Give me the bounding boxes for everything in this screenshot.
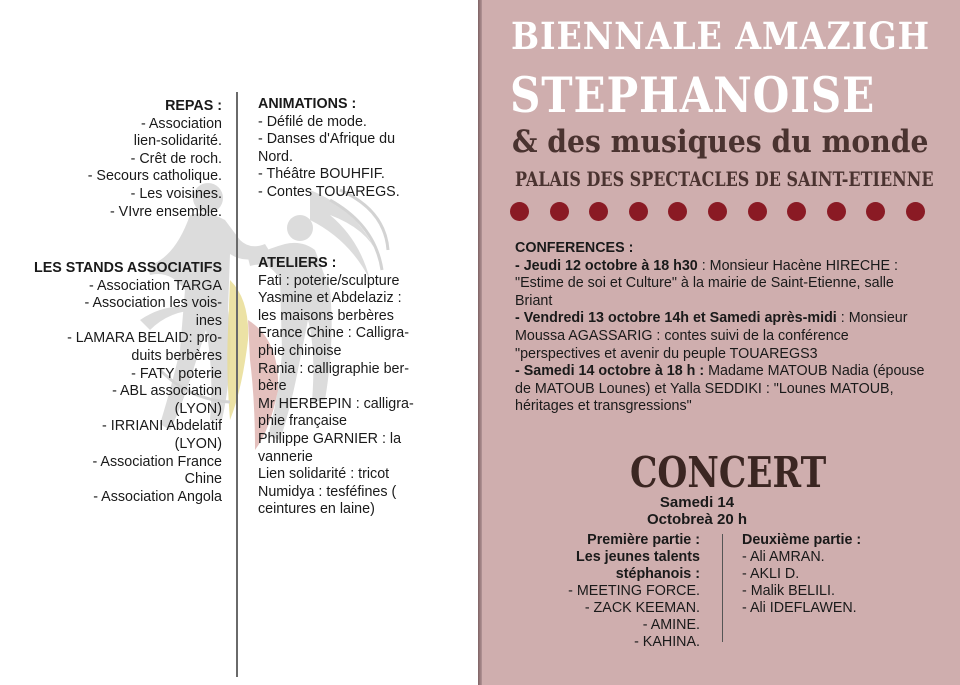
conference-text: : Monsieur Moussa AGASSARIG : contes suivi de la conférence "perspectives et avenir du peuple TOUAREGS3: [515, 310, 908, 362]
animations-column: [258, 96, 463, 202]
dot-decoration: [510, 202, 529, 221]
ateliers-column: [258, 255, 463, 519]
list-item: Lien solidarité : tricot: [258, 466, 390, 483]
conference-entry: [515, 258, 925, 311]
list-item: (LYON): [174, 435, 222, 452]
right-panel: [482, 0, 960, 685]
dot-decoration: [629, 202, 648, 221]
stands-heading: LES STANDS ASSOCIATIFS: [34, 260, 222, 276]
list-item: - Association TARGA: [89, 277, 222, 294]
dot-decoration: [906, 202, 925, 221]
list-item: - IRRIANI Abdelatif: [102, 418, 222, 435]
dot-row: [510, 202, 925, 221]
part-one-heading: stéphanois :: [615, 566, 700, 582]
left-panel: [0, 0, 478, 685]
list-item: - MEETING FORCE.: [568, 583, 700, 599]
list-item: - Secours catholique.: [87, 168, 222, 185]
part-two-heading: Deuxième partie :: [742, 532, 862, 548]
list-item: Numidya : tesféfines (: [258, 483, 397, 500]
dot-decoration: [708, 202, 727, 221]
list-item: - Ali IDEFLAWEN.: [742, 600, 857, 616]
list-item: Mr HERBEPIN : calligra-: [258, 395, 414, 412]
concert-date: [632, 494, 762, 528]
conference-date: - Jeudi 12 octobre à 18 h30: [515, 257, 698, 274]
dot-decoration: [787, 202, 806, 221]
list-item: Yasmine et Abdelaziz :: [258, 290, 402, 307]
conference-text: : Monsieur Hacène HIRECHE : "Estime de soi et Culture" à la mairie de Saint-Etienne, salle Briant: [515, 257, 898, 309]
dot-decoration: [866, 202, 885, 221]
list-item: Chine: [184, 471, 222, 488]
list-item: - AKLI D.: [742, 566, 800, 582]
list-item: - Les voisines.: [130, 185, 222, 202]
list-item: bère: [258, 378, 287, 395]
list-item: - KAHINA.: [634, 634, 700, 650]
list-item: les maisons berbères: [258, 307, 394, 324]
list-item: Fati : poterie/sculpture: [258, 272, 400, 289]
conferences-heading: CONFERENCES :: [515, 240, 634, 256]
list-item: - Association: [140, 115, 222, 132]
header-venue: PALAIS DES SPECTACLES DE SAINT-ETIENNE: [515, 168, 934, 191]
column-divider: [236, 92, 238, 677]
conferences-section: [515, 240, 925, 416]
list-item: (LYON): [174, 400, 222, 417]
conference-date: - Vendredi 13 octobre 14h et Samedi après-midi: [515, 310, 837, 327]
list-item: - LAMARA BELAID: pro-: [67, 330, 222, 347]
dot-decoration: [550, 202, 569, 221]
list-item: - Malik BELILI.: [742, 583, 835, 599]
concert-date-line: Samedi 14: [659, 494, 735, 511]
list-item: - ZACK KEEMAN.: [584, 600, 700, 616]
conference-date: - Samedi 14 octobre à 18 h :: [515, 363, 705, 380]
list-item: - Théâtre BOUHFIF.: [258, 166, 385, 183]
list-item: - VIvre ensemble.: [109, 203, 222, 220]
list-item: - ABL association: [112, 383, 222, 400]
list-item: - Association France: [92, 453, 222, 470]
part-one-heading: Première partie :: [587, 532, 700, 548]
list-item: duits berbères: [131, 347, 222, 364]
conference-entry: [515, 363, 925, 416]
list-item: lien-solidarité.: [133, 133, 222, 150]
list-item: - Défilé de mode.: [258, 113, 367, 130]
ateliers-heading: ATELIERS :: [258, 255, 337, 271]
header-title-line2: STEPHANOISE: [510, 66, 876, 124]
list-item: - Association les vois-: [84, 295, 222, 312]
part-one-heading: Les jeunes talents: [576, 549, 700, 565]
conference-text: Madame MATOUB Nadia (épouse de MATOUB Lounes) et Yalla SEDDIKI : "Lounes MATOUB, héritages et transgressions": [515, 363, 925, 415]
list-item: - FATY poterie: [131, 365, 222, 382]
list-item: ceintures en laine): [258, 501, 375, 518]
list-item: France Chine : Calligra-: [258, 325, 409, 342]
list-item: vannerie: [258, 448, 313, 465]
list-item: - Association Angola: [93, 488, 222, 505]
concert-title: CONCERT: [630, 448, 827, 497]
concert-divider: [722, 534, 723, 642]
list-item: Philippe GARNIER : la: [258, 430, 402, 447]
concert-part-two: [742, 532, 942, 617]
header-subtitle: & des musiques du monde: [512, 124, 929, 160]
animations-heading: ANIMATIONS :: [258, 96, 357, 112]
list-item: phie chinoise: [258, 342, 342, 359]
left-column: [8, 98, 222, 221]
dot-decoration: [827, 202, 846, 221]
stands-column: [8, 260, 222, 506]
list-item: - Contes TOUAREGS.: [258, 183, 400, 200]
list-item: - Danses d'Afrique du: [258, 131, 396, 148]
dot-decoration: [668, 202, 687, 221]
dot-decoration: [589, 202, 608, 221]
header-title-line1: BIENNALE AMAZIGH: [511, 14, 930, 58]
list-item: - AMINE.: [642, 617, 700, 633]
concert-part-one: [512, 532, 700, 651]
list-item: Nord.: [258, 148, 293, 165]
concert-date-line: Octobreà 20 h: [646, 511, 748, 528]
list-item: Rania : calligraphie ber-: [258, 360, 409, 377]
list-item: phie française: [258, 413, 348, 430]
conference-entry: [515, 310, 925, 363]
dot-decoration: [748, 202, 767, 221]
list-item: - Ali AMRAN.: [742, 549, 825, 565]
list-item: ines: [195, 312, 222, 329]
list-item: - Crêt de roch.: [130, 150, 222, 167]
repas-heading: REPAS :: [165, 98, 222, 114]
